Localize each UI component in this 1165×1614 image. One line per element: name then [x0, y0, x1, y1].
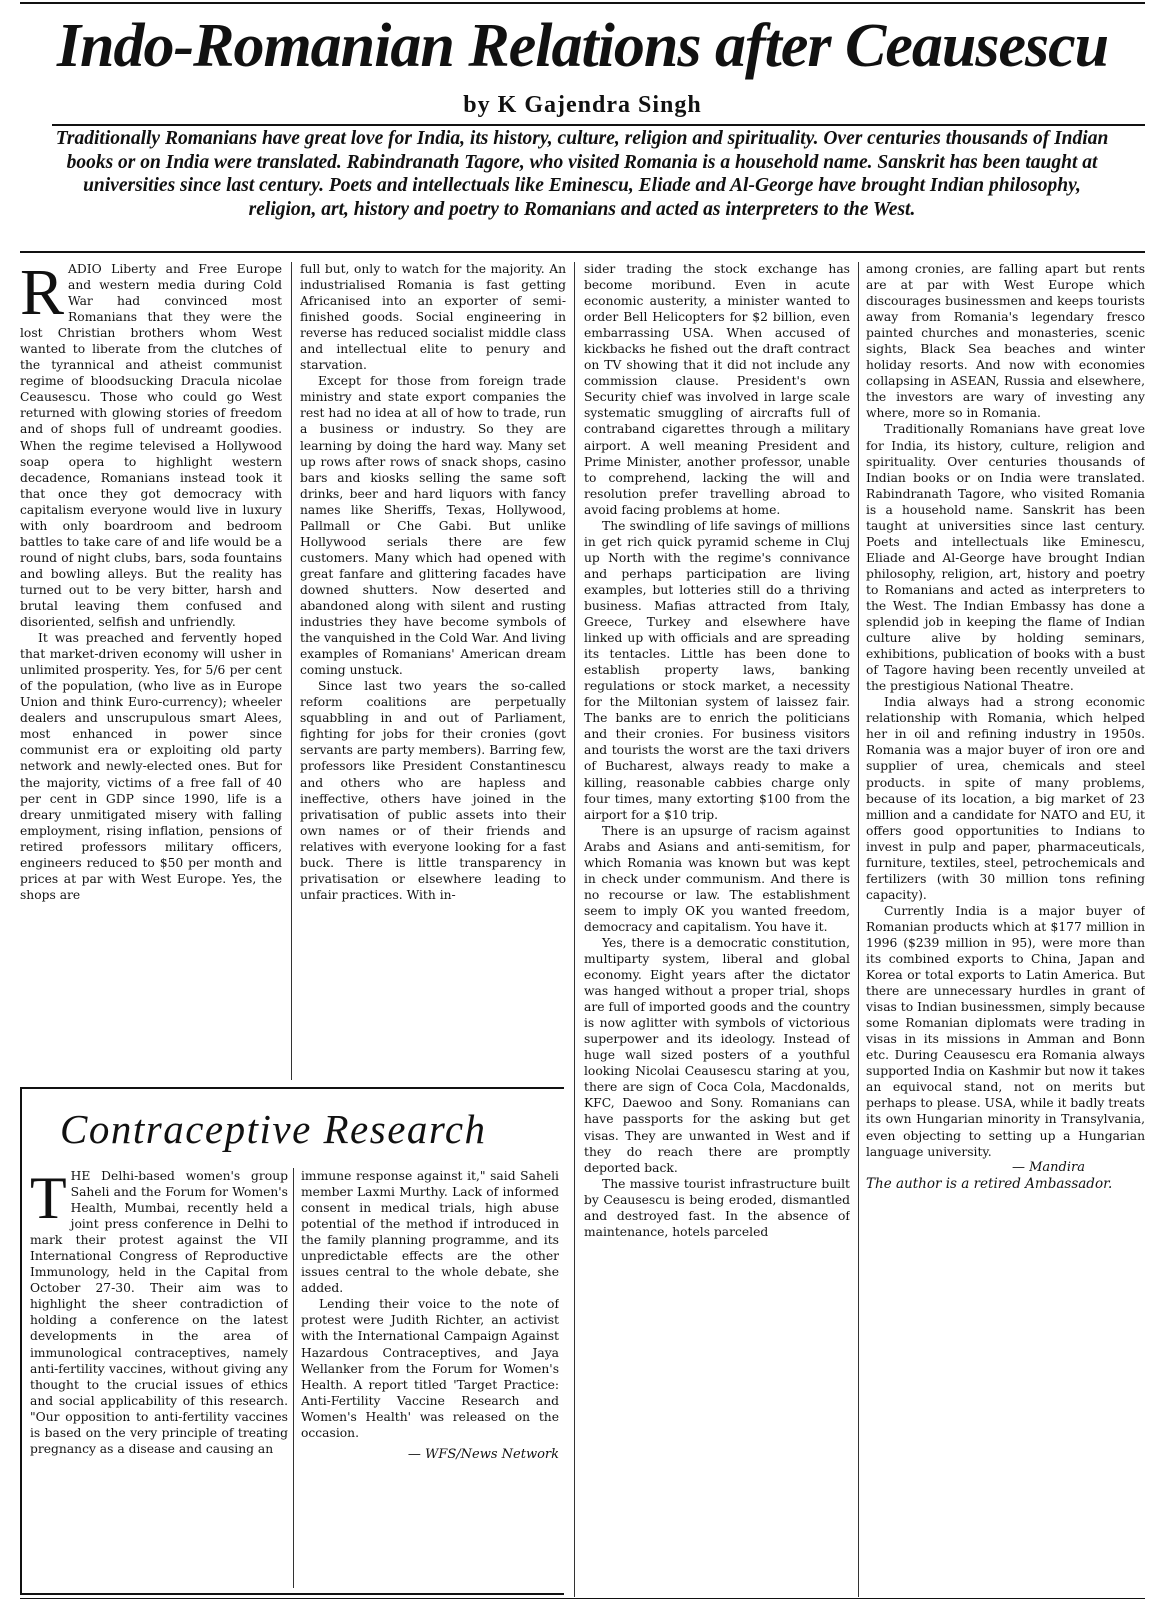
- article-paragraph: India always had a strong economic relationship with Romania, which helped her in oil and refining industry in 1950s. Romania was a major buyer of iron ore and supplier of urea, chemicals and steel products. in spite of many problems, because of its location, a big market of 23 million and a candidate for NATO and EU, it offers good opportunities to Indians to invest in pulp and paper, pharmaceuticals, furniture, textiles, steel, petrochemicals and fertilizers (with 30 million tons refining capacity).: [866, 695, 1145, 902]
- standfirst-top-rule: [52, 124, 1145, 126]
- drop-cap: R: [20, 261, 65, 329]
- article-paragraph: full but, only to watch for the majority. An industrialised Romania is fast getting Africanised into an exporter of semi-finished goods. Social engineering in reverse has reduced socialist middle class and intellectual elite to penury and starvation.: [300, 262, 566, 373]
- sidebar-title: Contraceptive Research: [60, 1106, 487, 1152]
- sidebar-paragraph: immune response against it," said Saheli member Laxmi Murthy. Lack of informed consent in medical trials, high abuse potential of the method if introduced in the family planning programme, and its unpredictable effects are the other issues central to the whole debate, she added.: [301, 1169, 559, 1296]
- byline: by K Gajendra Singh: [463, 92, 702, 118]
- article-paragraph: sider trading the stock exchange has become moribund. Even in acute economic austerity, a minister wanted to order Bell Helicopters for $2 billion, even embarrassing USA. When accused of kickbacks he fished out the draft contract on TV showing that it did not include any commission clause. President's own Security chief was involved in large scale systematic smuggling of aircrafts full of contraband cigarettes through a military airport. A well meaning President and Prime Minister, another professor, unable to comprehend, lacking the will and resolution prefer travelling abroad to avoid facing problems at home.: [584, 262, 850, 517]
- drop-cap: T: [30, 1168, 67, 1231]
- article-paragraph-text: ADIO Liberty and Free Europe and western media during Cold War had convinced most Romanians that they were the lost Christian brothers whom West wanted to liberate from the clutches of the tyrannical and atheist communist regime of bloodsucking Dracula nicolae Ceausescu. Those who could go West returned with glowing stories of freedom and of shops full of undreamt goodies. When the regime televised a Hollywood soap opera to highlight western decadence, Romanians instead took it that once they got democracy with capitalism everyone would live in luxury with only boardroom and bedroom battles to take care of and life would be a round of night clubs, bars, soda fountains and bowling alleys. But the reality has turned out to be very bitter, harsh and brutal leaving them confused and disoriented, selfish and unfriendly.: [20, 262, 282, 630]
- article-paragraph: Since last two years the so-called reform coalitions are perpetually squabbling in and out of Parliament, fighting for jobs for their cronies (govt servants are party members). Barring few, professors like President Constantinescu and others who are hapless and ineffective, others have joined in the privatisation of public assets into their own names or of their friends and relatives with everyone looking for a fast buck. There is little transparency in privatisation or elsewhere leading to unfair practices. With in-: [300, 679, 566, 902]
- article-column-1: [20, 261, 282, 1079]
- article-paragraph: The massive tourist infrastructure built by Ceausescu is being eroded, dismantled and destroyed fast. In the absence of maintenance, hotels parceled: [584, 1176, 850, 1239]
- news-credit: — WFS/News Network: [407, 1446, 559, 1462]
- sidebar-column-2: [301, 1168, 559, 1588]
- author-note: The author is a retired Ambassador.: [866, 1175, 1113, 1192]
- sidebar-paragraph-text: HE Delhi-based women's group Saheli and the Forum for Women's Health, Mumbai, recently held a joint press conference in Delhi to mark their protest against the VII International Congress of Reproductive Immunology, held in the Capital from October 27-30. Their aim was to highlight the sheer contradiction of holding a conference on the latest developments in the area of immunological contraceptives, namely anti-fertility vaccines, without giving any thought to the crucial issues of ethics and social applicability of this research. "Our opposition to anti-fertility vaccines is based on the very principle of treating pregnancy as a disease and causing an: [30, 1169, 288, 1456]
- standfirst: Traditionally Romanians have great love for India, its history, culture, religion and spirituality. Over centuries thousands of Indian books or on India were translated. Rabindranath Tagore, who visited Romania is a household name. Sanskrit has been taught at universities since last century. Poets and intellectuals like Eminescu, Eliade and Al-George have brought Indian philosophy, religion, art, history and poetry to Romanians and acted as interpreters to the West.: [55, 128, 1109, 220]
- column-divider: [858, 262, 859, 1597]
- article-column-4: [866, 261, 1145, 1597]
- sidebar-paragraph: [30, 1168, 288, 1457]
- article-paragraph: It was preached and fervently hoped that market-driven economy will usher in unlimited prosperity. Yes, for 5/6 per cent of the population, (who live as in Europe Union and think Euro-currency); wheeler dealers and unscrupulous smart Alees, most enhanced in power since communist era or exploiting old party network and newly-elected ones. But for the majority, victims of a free fall of 40 per cent in GDP since 1990, life is a dreary unmitigated misery with falling employment, rising inflation, pensions of retired professors military officers, engineers reduced to $50 per month and prices at par with West Europe. Yes, the shops are: [20, 631, 282, 902]
- article-paragraph: [20, 261, 282, 630]
- article-column-2: [300, 261, 566, 1079]
- article-paragraph: The swindling of life savings of millions in get rich quick pyramid scheme in Cluj up North with the regime's connivance and perhaps participation are living examples, but lotteries still do a thriving business. Mafias attracted from Italy, Greece, Turkey and elsewhere have linked up with officials and are spreading its tentacles. Little has been done to establish property laws, banking regulations or stock market, a necessity for the Miltonian system of laissez fair. The banks are to enrich the politicians and their cronies. For business visitors and tourists the worst are the taxi drivers of Bucharest, always ready to make a killing, reasonable cabbies charge only four times, many extorting $100 from the airport for a $10 trip.: [584, 518, 850, 822]
- column-divider: [291, 262, 292, 1080]
- article-paragraph: There is an upsurge of racism against Arabs and Asians and anti-semitism, for which Romania was known but was kept in check under communism. And there is no recourse or law. The establishment seem to imply OK you wanted freedom, democracy and capitalism. You have it.: [584, 823, 850, 934]
- bottom-rule: [20, 1598, 1145, 1599]
- headline: Indo-Romanian Relations after Ceausescu: [56, 12, 1109, 80]
- signoff: — Mandira: [1011, 1159, 1085, 1175]
- article-column-3: [584, 261, 850, 1597]
- article-paragraph: among cronies, are falling apart but rents are at par with West Europe which discourages businessmen and keeps tourists away from Romania's legendary fresco painted churches and monasteries, scenic sights, Black Sea beaches and winter holiday resorts. And now with economies collapsing in ASEAN, Russia and elsewhere, the investors are wary of investing any where, more so in Romania.: [866, 262, 1145, 421]
- standfirst-bottom-rule: [20, 251, 1145, 253]
- sidebar-column-divider: [293, 1168, 294, 1588]
- top-rule: [20, 2, 1145, 4]
- column-divider: [574, 262, 575, 1597]
- article-paragraph: Yes, there is a democratic constitution, multiparty system, liberal and global economy. Eight years after the dictator was hanged without a proper trial, shops are full of imported goods and the country is now aglitter with symbols of victorious superpower and its ideology. Instead of huge wall sized posters of a youthful looking Nicolai Ceausescu staring at you, there are sign of Coca Cola, Macdonalds, KFC, Daewoo and Sony. Romanians can have passports for the asking but get visas. They are unwanted in West and if they do reach there are promptly deported back.: [584, 935, 850, 1175]
- sidebar-column-1: [30, 1168, 288, 1588]
- sidebar-paragraph: Lending their voice to the note of protest were Judith Richter, an activist with the International Campaign Against Hazardous Contraceptives, and Jaya Wellanker from the Forum for Women's Health. A report titled 'Target Practice: Anti-Fertility Vaccine Research and Women's Health' was released on the occasion.: [301, 1297, 559, 1440]
- article-paragraph: Except for those from foreign trade ministry and state export companies the rest had no idea at all of how to trade, run a business or industry. So they are learning by doing the hard way. Many set up rows after rows of snack shops, casino bars and kiosks selling the same soft drinks, beer and hard liquors with fancy names like Sheriffs, Texas, Hollywood, Pallmall or Che Gabi. But unlike Hollywood serials there are few customers. Many which had opened with great fanfare and glittering facades have downed shutters. Now deserted and abandoned along with silent and rusting industries they have become symbols of the vanquished in the Cold War. And living examples of Romanians' American dream coming unstuck.: [300, 374, 566, 678]
- article-paragraph: Currently India is a major buyer of Romanian products which at $177 million in 1996 ($239 million in 95), were more than its combined exports to China, Japan and Korea or total exports to Latin America. But there are unnecessary hurdles in grant of visas to Indian businessmen, simply because some Romanian diplomats were trading in visas in its missions in Amman and Bonn etc. During Ceausescu era Romania always supported India on Kashmir but now it takes an equivocal stand, not on merits but perhaps to please. USA, while it badly treats its own Hungarian minority in Transylvania, even objecting to setting up a Hungarian language university.: [866, 903, 1145, 1159]
- article-paragraph: Traditionally Romanians have great love for India, its history, culture, religion and spirituality. Over centuries thousands of Indian books or on India were translated. Rabindranath Tagore, who visited Romania is a household name. Sanskrit has been taught at universities since last century. Poets and intellectuals like Eminescu, Eliade and Al-George have brought Indian philosophy, religion, art, history and poetry to Romanians and acted as interpreters to the West. The Indian Embassy has done a splendid job in keeping the flame of Indian culture alive by holding seminars, exhibitions, publication of books with a bust of Tagore having been recently unveiled at the prestigious National Theatre.: [866, 422, 1145, 694]
